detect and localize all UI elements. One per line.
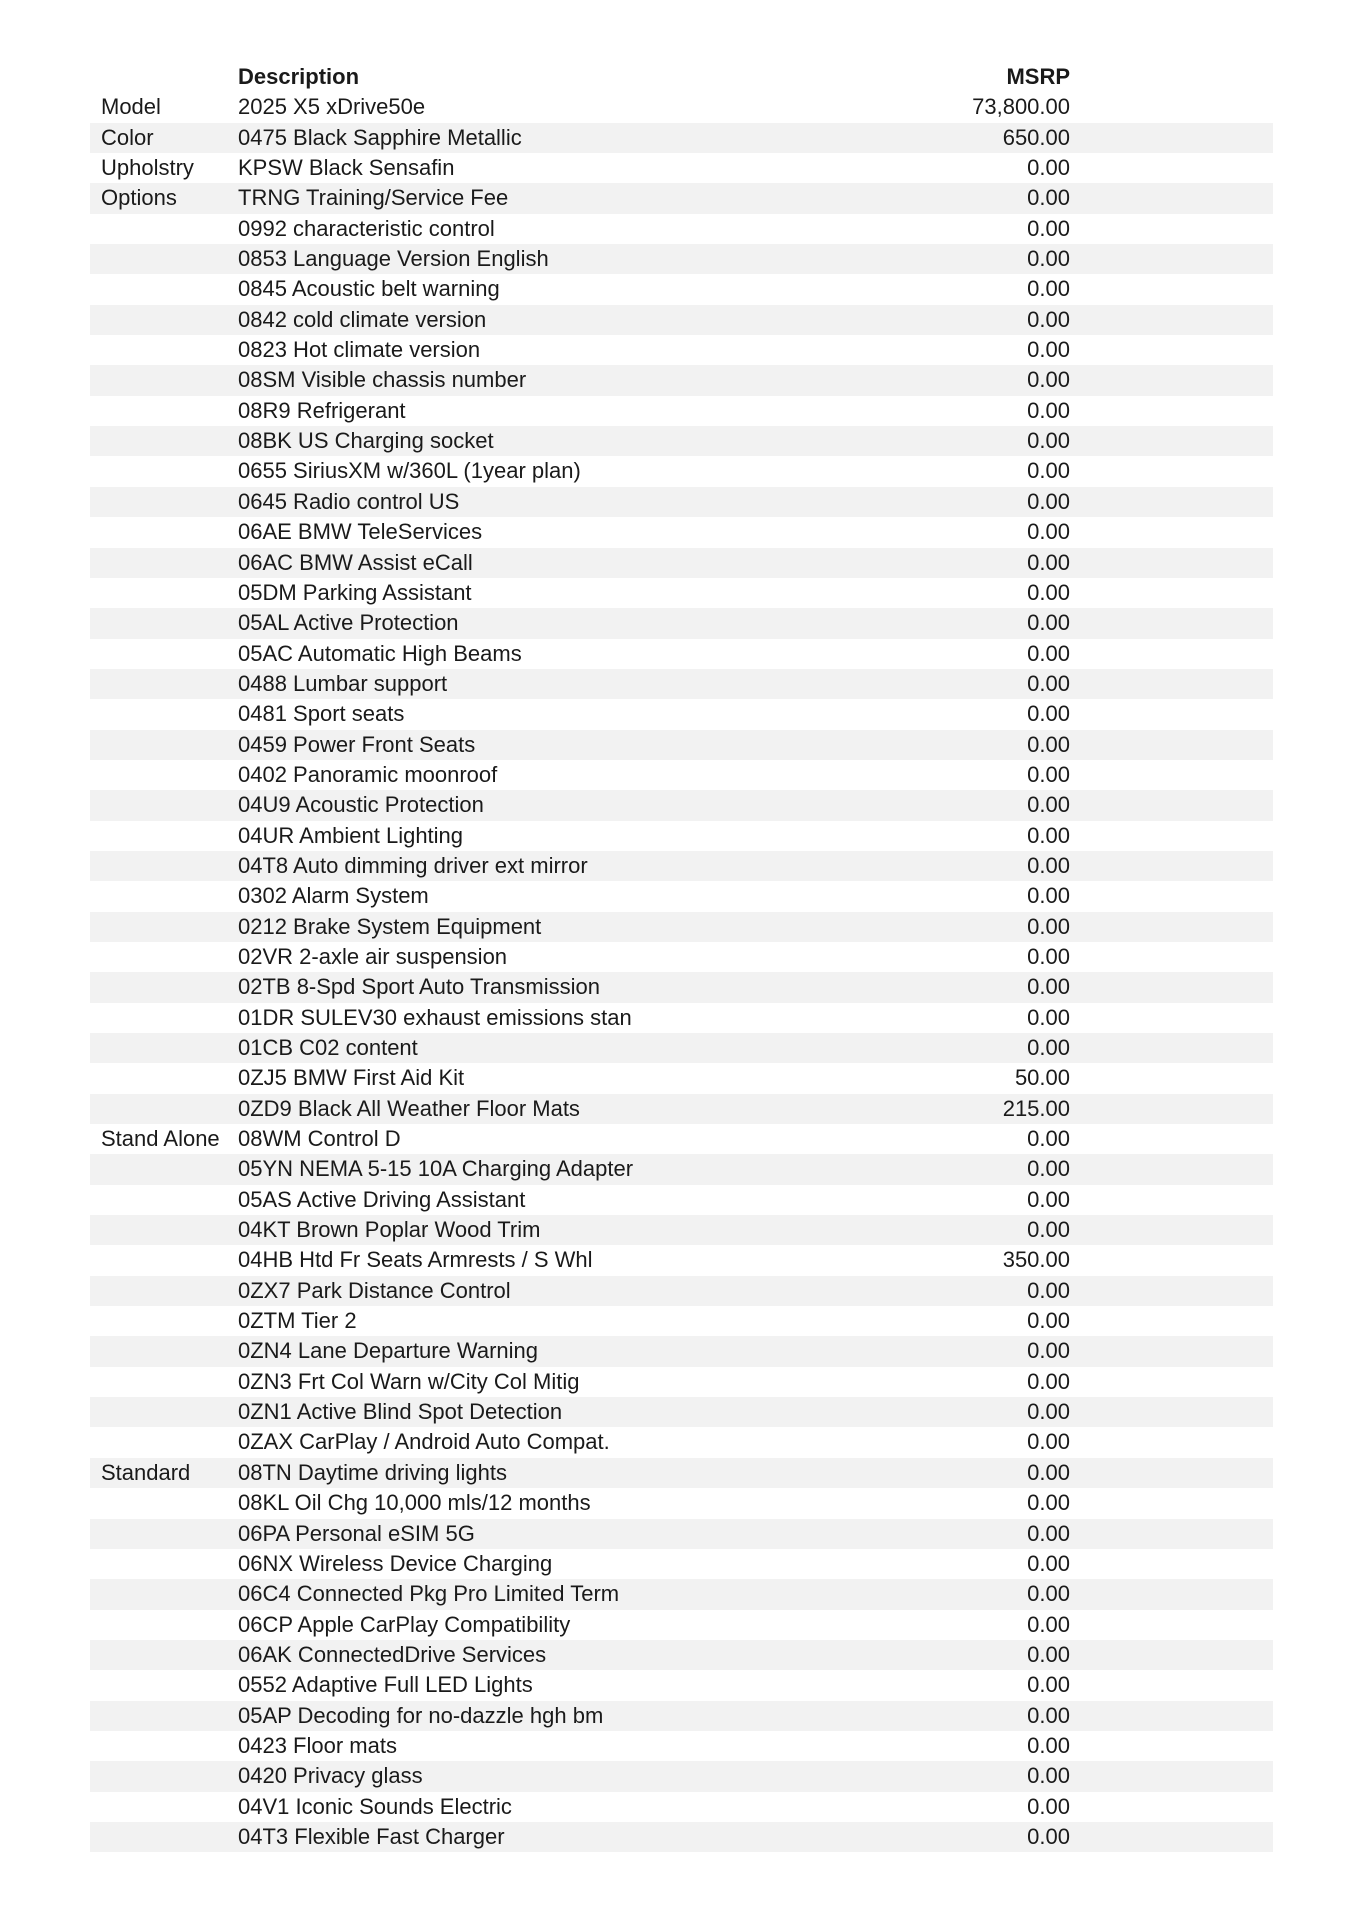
table-body [90, 92, 1273, 1852]
row-category [101, 1761, 226, 1791]
row-description: 06PA Personal eSIM 5G [238, 1520, 475, 1546]
row-msrp: 0.00 [1027, 913, 1070, 939]
row-msrp: 0.00 [1027, 1035, 1070, 1060]
row-description: 0645 Radio control US [238, 488, 460, 514]
row-category [101, 244, 226, 274]
row-category [101, 487, 226, 517]
row-category [101, 1215, 226, 1245]
table-row [90, 396, 1273, 426]
row-category [101, 578, 226, 608]
row-msrp: 0.00 [1027, 519, 1070, 545]
table-row [90, 730, 1273, 760]
row-description: 0552 Adaptive Full LED Lights [238, 1672, 533, 1698]
row-description: 0992 characteristic control [238, 215, 495, 241]
row-category [101, 214, 226, 244]
row-category [101, 1033, 226, 1063]
row-description: 01CB C02 content [238, 1035, 418, 1060]
row-msrp: 650.00 [1002, 124, 1070, 150]
row-category [101, 1427, 226, 1457]
row-description: 08WM Control D [238, 1126, 401, 1152]
row-category [101, 942, 226, 972]
table-row [90, 669, 1273, 699]
row-description: 08KL Oil Chg 10,000 mls/12 months [238, 1490, 591, 1516]
row-msrp: 0.00 [1027, 792, 1070, 818]
table-row [90, 608, 1273, 638]
row-description: 0ZN1 Active Blind Spot Detection [238, 1399, 563, 1425]
description-column-header: Description [238, 64, 360, 89]
table-row [90, 1033, 1273, 1063]
row-description: 0420 Privacy glass [238, 1763, 423, 1789]
table-row [90, 548, 1273, 578]
row-description: 06AK ConnectedDrive Services [238, 1641, 547, 1667]
row-msrp: 0.00 [1027, 610, 1070, 636]
row-category [101, 1579, 226, 1609]
row-category [101, 1336, 226, 1366]
row-msrp: 0.00 [1027, 276, 1070, 302]
row-description: 0302 Alarm System [238, 883, 429, 909]
row-category [101, 1185, 226, 1215]
row-category [101, 274, 226, 304]
table-row [90, 456, 1273, 486]
row-description: 0488 Lumbar support [238, 670, 448, 696]
row-category [101, 669, 226, 699]
row-msrp: 0.00 [1027, 185, 1070, 211]
row-description: 06AE BMW TeleServices [238, 519, 483, 545]
table-row [90, 639, 1273, 669]
row-msrp: 0.00 [1027, 1550, 1070, 1576]
table-row [90, 1822, 1273, 1852]
row-description: 04HB Htd Fr Seats Armrests / S Whl [238, 1247, 593, 1273]
table-row [90, 1245, 1273, 1275]
row-description: 04UR Ambient Lighting [238, 822, 464, 848]
row-description: 0842 cold climate version [238, 306, 487, 332]
row-description: 02TB 8-Spd Sport Auto Transmission [238, 974, 600, 1000]
row-description: 0ZN3 Frt Col Warn w/City Col Mitig [238, 1368, 580, 1394]
table-row [90, 1215, 1273, 1245]
row-category [101, 1003, 226, 1033]
row-msrp: 0.00 [1027, 883, 1070, 909]
row-msrp: 0.00 [1027, 246, 1070, 272]
row-description: 05DM Parking Assistant [238, 579, 472, 605]
row-category [101, 548, 226, 578]
table-row [90, 699, 1273, 729]
table-row [90, 1367, 1273, 1397]
row-category [101, 517, 226, 547]
row-category [101, 1063, 226, 1093]
row-category [101, 1245, 226, 1275]
row-category [101, 851, 226, 881]
table-row [90, 1670, 1273, 1700]
row-description: 0481 Sport seats [238, 701, 405, 727]
row-description: 0475 Black Sapphire Metallic [238, 124, 522, 150]
row-msrp: 0.00 [1027, 428, 1070, 454]
row-description: 02VR 2-axle air suspension [238, 943, 508, 969]
row-msrp: 0.00 [1027, 1702, 1070, 1728]
table-row [90, 1276, 1273, 1306]
row-description: 0459 Power Front Seats [238, 731, 476, 757]
table-row [90, 274, 1273, 304]
row-description: 05YN NEMA 5-15 10A Charging Adapter [238, 1156, 634, 1182]
table-row [90, 972, 1273, 1002]
table-row [90, 1063, 1273, 1093]
row-description: 05AL Active Protection [238, 610, 459, 636]
row-msrp: 0.00 [1027, 1581, 1070, 1607]
row-description: 06CP Apple CarPlay Compatibility [238, 1611, 571, 1637]
row-msrp: 0.00 [1027, 1672, 1070, 1698]
table-row [90, 1731, 1273, 1761]
row-description: 04KT Brown Poplar Wood Trim [238, 1217, 541, 1243]
row-description: 08BK US Charging socket [238, 428, 494, 454]
table-row [90, 244, 1273, 274]
row-msrp: 73,800.00 [972, 94, 1070, 120]
row-msrp: 0.00 [1027, 1793, 1070, 1819]
row-category: Color [101, 124, 154, 150]
row-description: 05AC Automatic High Beams [238, 640, 522, 666]
row-msrp: 0.00 [1027, 549, 1070, 575]
row-msrp: 0.00 [1027, 701, 1070, 727]
row-msrp: 0.00 [1027, 1459, 1070, 1485]
table-row [90, 123, 1273, 153]
row-category [101, 1610, 226, 1640]
row-description: 0655 SiriusXM w/360L (1year plan) [238, 458, 581, 484]
row-description: 0ZN4 Lane Departure Warning [238, 1338, 539, 1364]
row-category [101, 821, 226, 851]
row-description: 0845 Acoustic belt warning [238, 276, 500, 302]
table-row [90, 881, 1273, 911]
row-description: 0423 Floor mats [238, 1732, 397, 1758]
row-msrp: 0.00 [1027, 306, 1070, 332]
row-msrp: 50.00 [1014, 1065, 1070, 1091]
row-description: 0ZJ5 BMW First Aid Kit [238, 1065, 465, 1091]
row-description: 08R9 Refrigerant [238, 397, 406, 423]
row-category [101, 305, 226, 335]
table-row [90, 912, 1273, 942]
row-msrp: 0.00 [1027, 1217, 1070, 1243]
table-row [90, 305, 1273, 335]
table-row [90, 1458, 1273, 1488]
row-description: 04T8 Auto dimming driver ext mirror [238, 852, 588, 878]
row-category [101, 1822, 226, 1852]
row-description: 0212 Brake System Equipment [238, 913, 542, 939]
row-description: TRNG Training/Service Fee [238, 185, 509, 211]
row-msrp: 0.00 [1027, 1004, 1070, 1030]
row-msrp: 0.00 [1027, 1368, 1070, 1394]
row-description: 04V1 Iconic Sounds Electric [238, 1793, 512, 1819]
row-msrp: 215.00 [1002, 1095, 1070, 1121]
row-category [101, 972, 226, 1002]
row-msrp: 0.00 [1027, 1732, 1070, 1758]
table-row [90, 760, 1273, 790]
row-description: 0ZD9 Black All Weather Floor Mats [238, 1095, 580, 1121]
row-category: Upholstry [101, 155, 194, 181]
row-msrp: 0.00 [1027, 640, 1070, 666]
row-msrp: 0.00 [1027, 1641, 1070, 1667]
row-category [101, 1276, 226, 1306]
row-description: 0ZAX CarPlay / Android Auto Compat. [238, 1429, 610, 1455]
row-description: 0853 Language Version English [238, 246, 549, 272]
row-category [101, 608, 226, 638]
row-category [101, 1367, 226, 1397]
row-description: 0823 Hot climate version [238, 337, 481, 363]
table-row [90, 214, 1273, 244]
row-category [101, 1306, 226, 1336]
row-category [101, 1488, 226, 1518]
row-category [101, 456, 226, 486]
row-msrp: 0.00 [1027, 1277, 1070, 1303]
row-category [101, 1640, 226, 1670]
table-row [90, 942, 1273, 972]
row-msrp: 0.00 [1027, 488, 1070, 514]
row-description: 05AP Decoding for no-dazzle hgh bm [238, 1702, 604, 1728]
row-category [101, 1519, 226, 1549]
row-category [101, 881, 226, 911]
row-category [101, 1701, 226, 1731]
row-category [101, 730, 226, 760]
table-row [90, 1427, 1273, 1457]
table-row [90, 1397, 1273, 1427]
row-msrp: 0.00 [1027, 579, 1070, 605]
table-row [90, 1336, 1273, 1366]
msrp-column-header: MSRP [1006, 64, 1070, 89]
row-description: KPSW Black Sensafin [238, 155, 455, 181]
row-msrp: 0.00 [1027, 215, 1070, 241]
table-row [90, 1488, 1273, 1518]
row-description: 01DR SULEV30 exhaust emissions stan [238, 1004, 632, 1030]
table-row [90, 1519, 1273, 1549]
row-msrp: 0.00 [1027, 1611, 1070, 1637]
row-description: 0402 Panoramic moonroof [238, 761, 498, 787]
row-msrp: 0.00 [1027, 1156, 1070, 1182]
row-msrp: 0.00 [1027, 155, 1070, 181]
row-description: 04U9 Acoustic Protection [238, 792, 484, 818]
row-msrp: 0.00 [1027, 1763, 1070, 1789]
row-msrp: 0.00 [1027, 943, 1070, 969]
row-msrp: 0.00 [1027, 1429, 1070, 1455]
table-row [90, 335, 1273, 365]
row-category [101, 790, 226, 820]
table-row [90, 517, 1273, 547]
row-category [101, 396, 226, 426]
row-msrp: 0.00 [1027, 731, 1070, 757]
row-msrp: 0.00 [1027, 1520, 1070, 1546]
row-msrp: 0.00 [1027, 852, 1070, 878]
row-category [101, 426, 226, 456]
row-category: Standard [101, 1459, 191, 1485]
row-category: Stand Alone [101, 1126, 220, 1152]
table-row [90, 365, 1273, 395]
row-description: 0ZTM Tier 2 [238, 1308, 357, 1334]
row-description: 0ZX7 Park Distance Control [238, 1277, 511, 1303]
row-msrp: 0.00 [1027, 367, 1070, 393]
table-row [90, 1185, 1273, 1215]
row-category [101, 1670, 226, 1700]
row-description: 06AC BMW Assist eCall [238, 549, 473, 575]
row-category [101, 1154, 226, 1184]
msrp-sheet [90, 62, 1273, 1852]
table-row [90, 1094, 1273, 1124]
row-description: 08SM Visible chassis number [238, 367, 527, 393]
table-row [90, 1792, 1273, 1822]
row-msrp: 0.00 [1027, 1823, 1070, 1849]
row-msrp: 0.00 [1027, 670, 1070, 696]
table-row [90, 1579, 1273, 1609]
row-msrp: 0.00 [1027, 1308, 1070, 1334]
row-msrp: 0.00 [1027, 458, 1070, 484]
row-category [101, 1549, 226, 1579]
row-description: 06C4 Connected Pkg Pro Limited Term [238, 1581, 620, 1607]
row-msrp: 0.00 [1027, 974, 1070, 1000]
table-row [90, 1306, 1273, 1336]
table-row [90, 790, 1273, 820]
row-category [101, 1094, 226, 1124]
row-category [101, 1792, 226, 1822]
row-msrp: 0.00 [1027, 1490, 1070, 1516]
row-description: 08TN Daytime driving lights [238, 1459, 507, 1485]
table-row [90, 1124, 1273, 1154]
row-msrp: 350.00 [1002, 1247, 1070, 1273]
table-row [90, 183, 1273, 213]
row-category [101, 699, 226, 729]
table-row [90, 426, 1273, 456]
row-category: Options [101, 185, 177, 211]
table-row [90, 578, 1273, 608]
table-row [90, 1154, 1273, 1184]
row-description: 06NX Wireless Device Charging [238, 1550, 553, 1576]
row-category: Model [101, 94, 161, 120]
table-header [90, 62, 1273, 92]
row-msrp: 0.00 [1027, 1399, 1070, 1425]
row-msrp: 0.00 [1027, 1186, 1070, 1212]
row-category [101, 639, 226, 669]
table-row [90, 1610, 1273, 1640]
row-description: 05AS Active Driving Assistant [238, 1186, 526, 1212]
table-row [90, 487, 1273, 517]
row-category [101, 1397, 226, 1427]
row-msrp: 0.00 [1027, 337, 1070, 363]
row-category [101, 365, 226, 395]
row-category [101, 335, 226, 365]
row-category [101, 912, 226, 942]
table-row [90, 1640, 1273, 1670]
table-row [90, 1003, 1273, 1033]
table-row [90, 1761, 1273, 1791]
table-row [90, 821, 1273, 851]
row-category [101, 1731, 226, 1761]
row-description: 04T3 Flexible Fast Charger [238, 1823, 505, 1849]
row-msrp: 0.00 [1027, 397, 1070, 423]
row-msrp: 0.00 [1027, 1126, 1070, 1152]
table-row [90, 153, 1273, 183]
table-row [90, 92, 1273, 122]
table-row [90, 1701, 1273, 1731]
row-msrp: 0.00 [1027, 761, 1070, 787]
table-row [90, 1549, 1273, 1579]
row-msrp: 0.00 [1027, 822, 1070, 848]
row-description: 2025 X5 xDrive50e [238, 94, 426, 120]
row-category [101, 760, 226, 790]
table-row [90, 851, 1273, 881]
row-msrp: 0.00 [1027, 1338, 1070, 1364]
